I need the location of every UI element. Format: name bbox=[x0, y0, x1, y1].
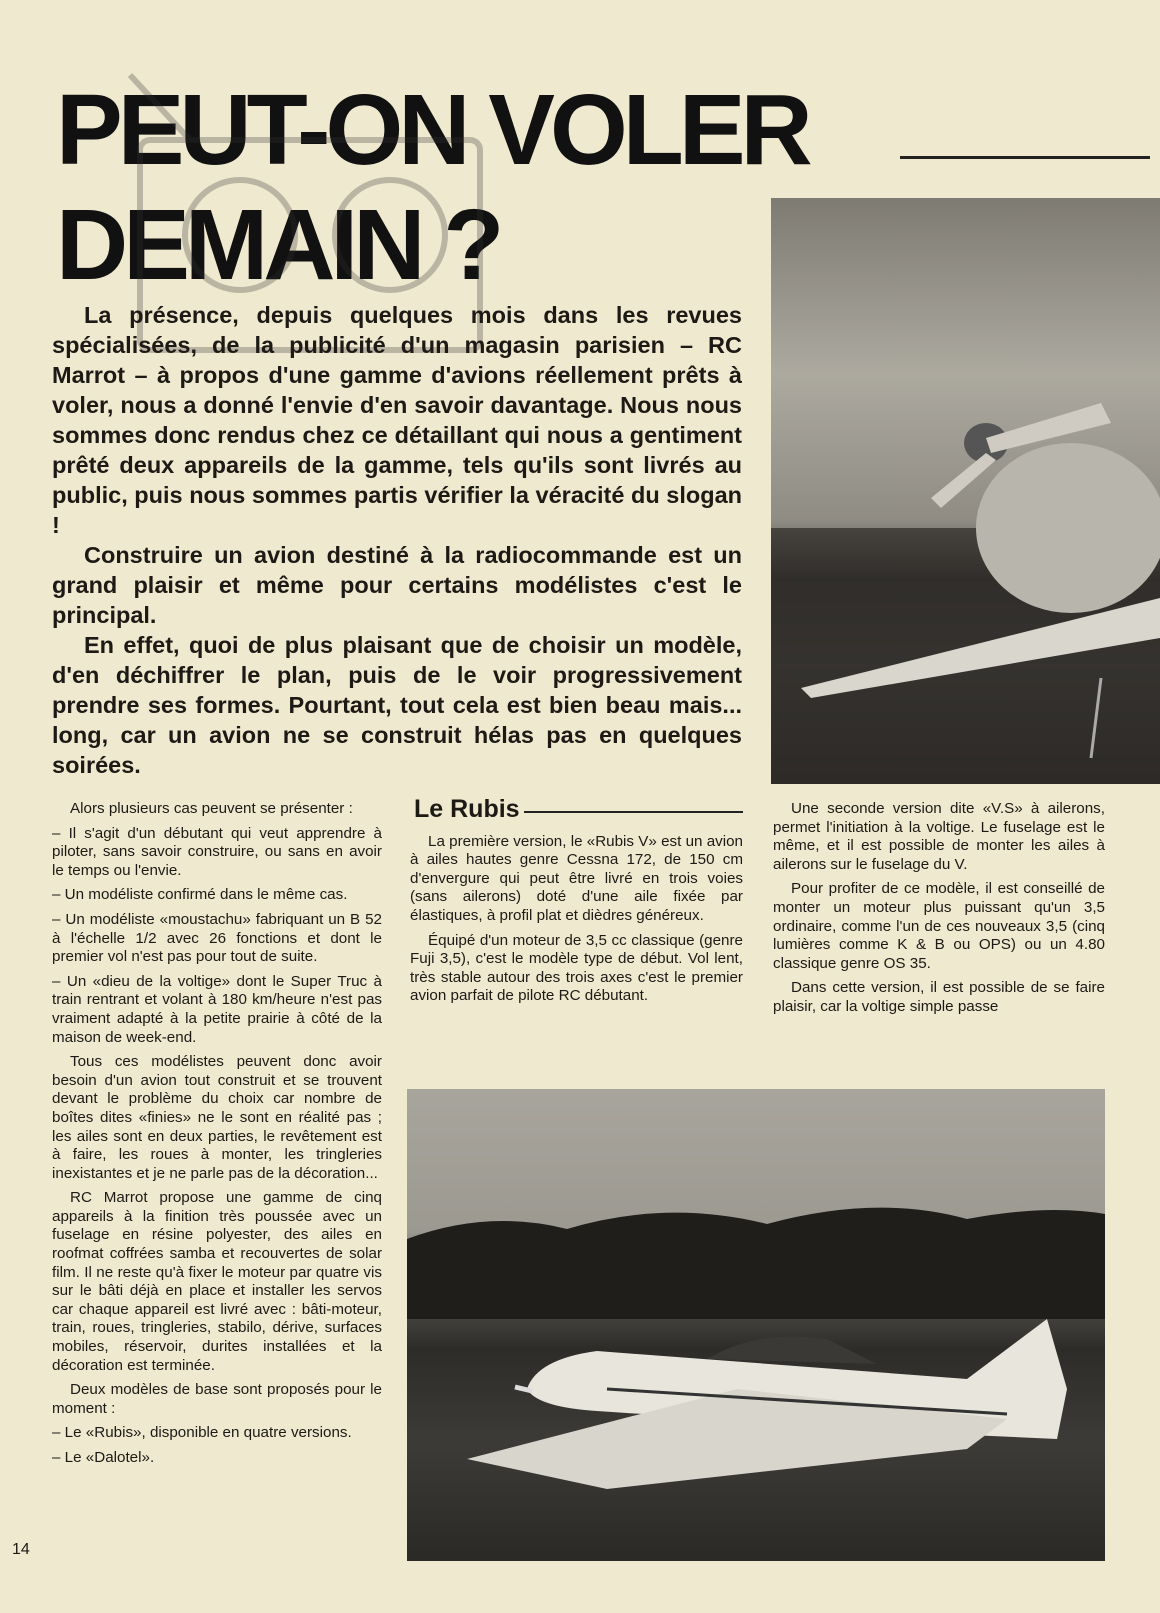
column-2 bbox=[410, 795, 743, 1012]
section-heading bbox=[414, 795, 743, 823]
airplane-nose-photo bbox=[771, 198, 1160, 784]
paragraph: Alors plusieurs cas peuvent se présenter : bbox=[70, 800, 353, 817]
paragraph: Une seconde version dite «V.S» à ailerons, permet l'initiation à la voltige. Le fuselage est le même, et il est possible de monter les ailes à ailerons sur le fuselage du V. bbox=[773, 800, 1105, 873]
paragraph: – Le «Rubis», disponible en quatre versions. bbox=[52, 1424, 352, 1442]
heading-rule bbox=[524, 811, 743, 813]
intro-paragraph: Construire un avion destiné à la radiocommande est un grand plaisir et même pour certains modélistes c'est le principal. bbox=[52, 542, 742, 628]
paragraph: – Un modéliste «moustachu» fabriquant un B 52 à l'échelle 1/2 avec 26 fonctions et dont le premier vol n'est pas pour tout de suite. bbox=[52, 910, 382, 966]
paragraph: – Le «Dalotel». bbox=[52, 1449, 155, 1466]
page-number: 14 bbox=[12, 1541, 30, 1558]
paragraph: Pour profiter de ce modèle, il est conseillé de monter un moteur plus puissant qu'un 3,5 ordinaire, comme l'un de ces nouveaux 3,5 (cinq lumières comme K & B ou OPS) ou un 4.80 classique genre OS 35. bbox=[773, 880, 1105, 972]
section-heading-text: Le Rubis bbox=[414, 795, 520, 823]
paragraph: Dans cette version, il est possible de se faire plaisir, car la voltige simple passe bbox=[773, 979, 1105, 1015]
paragraph: Deux modèles de base sont proposés pour le moment : bbox=[52, 1381, 382, 1417]
paragraph: – Un modéliste confirmé dans le même cas. bbox=[52, 886, 348, 904]
title-rule bbox=[900, 156, 1150, 159]
rubis-airplane-photo bbox=[407, 1089, 1105, 1561]
intro-paragraph: En effet, quoi de plus plaisant que de choisir un modèle, d'en déchiffrer le plan, puis de le voir progressivement prendre ses formes. Pourtant, tout cela est bien beau mais... long, car un avion ne se construit hélas pas en quelques soirées. bbox=[52, 632, 742, 778]
title-line-2: DEMAIN ? bbox=[56, 189, 500, 301]
intro-paragraph: La présence, depuis quelques mois dans les revues spécialisées, de la publicité d'un magasin parisien – RC Marrot – à propos d'une gamme d'avions réellement prêts à voler, nous a donné l'envie d'en savoir davantage. Nous nous sommes donc rendus chez ce détaillant qui nous a gentiment prêté deux appareils de la gamme, tels qu'ils sont livrés au public, puis nous sommes partis vérifier la véracité du slogan ! bbox=[52, 302, 742, 538]
paragraph: Équipé d'un moteur de 3,5 cc classique (genre Fuji 3,5), c'est le modèle type de début. Vol lent, très stable autour des trois axes c'est le premier avion parfait de pilote RC débutant. bbox=[410, 931, 743, 1005]
paragraph: La première version, le «Rubis V» est un avion à ailes hautes genre Cessna 172, de 150 cm d'envergure qui peut être livré en trois voies (sans ailerons) doté d'une aile fixée par élastiques, à profil plat et dièdres généreux. bbox=[410, 832, 743, 924]
title-line-1: PEUT-ON VOLER bbox=[56, 74, 808, 186]
paragraph: Tous ces modélistes peuvent donc avoir besoin d'un avion tout construit et se trouvent devant le problème du choix car nombre de boîtes dites «finies» ne le sont en réalité pas ; les ailes sont en deux parties, le revêtement est à faire, les roues à monter, les tringleries inexistantes et je ne parle pas de la décoration... bbox=[52, 1053, 382, 1182]
intro-text bbox=[52, 300, 742, 780]
column-3 bbox=[773, 800, 1105, 1023]
column-1 bbox=[52, 800, 382, 1474]
paragraph: RC Marrot propose une gamme de cinq appareils à la finition très poussée avec un fuselage en résine polyester, des ailes en roofmat coffrées samba et recouvertes de solar film. Il ne reste qu'à fixer le moteur par quatre vis sur le bâti déjà en place et installer les servos car chaque appareil est livré avec : bâti-moteur, train, roues, tringleries, stabilo, dérive, surfaces mobiles, réservoir, durites installées et la décoration est terminée. bbox=[52, 1189, 382, 1374]
paragraph: – Il s'agit d'un débutant qui veut apprendre à piloter, sans savoir construire, ou sans en avoir le temps ou l'envie. bbox=[52, 824, 382, 879]
paragraph: – Un «dieu de la voltige» dont le Super Truc à train rentrant et volant à 180 km/heure n'est pas vraiment adapté à la petite prairie à côté de la maison de week-end. bbox=[52, 972, 382, 1046]
